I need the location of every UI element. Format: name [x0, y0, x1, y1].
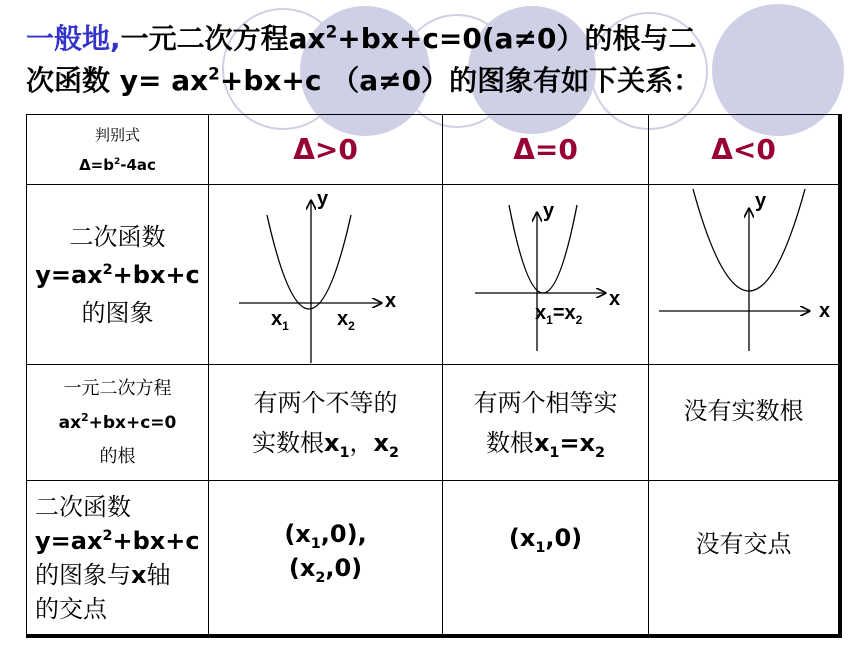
- subscript: 1: [549, 444, 560, 461]
- discriminant-formula: [79, 150, 156, 180]
- text-part: 的图象与: [35, 560, 131, 589]
- parabola-curve: [267, 215, 351, 309]
- text-part: 数根: [485, 428, 534, 457]
- intro-line-1: [26, 18, 846, 60]
- graph-two-roots-cell: [208, 184, 442, 364]
- graph-no-roots-cell: [648, 184, 838, 364]
- parabola-one-root-graph: [443, 185, 649, 365]
- text-part: ，: [349, 428, 374, 457]
- text-part: 轴: [146, 560, 171, 589]
- superscript: 2: [81, 410, 89, 424]
- intersections-row-label: [26, 480, 208, 634]
- superscript: 2: [208, 63, 220, 84]
- point-text: 没有交点: [695, 530, 792, 558]
- x-axis-label: x: [385, 290, 397, 312]
- root-label: $x_1=x_2$: [535, 302, 583, 327]
- x-axis-label: x: [819, 300, 831, 322]
- text-part: (x: [508, 524, 536, 552]
- roots-two-distinct-cell: [208, 364, 442, 480]
- header-discriminant-cell: [26, 114, 208, 184]
- point-text: [509, 521, 582, 555]
- roots-text-line: 有两个不等的: [253, 388, 398, 417]
- roots-text-line: [486, 423, 605, 463]
- intersections-one-point-cell: [442, 480, 648, 634]
- text-part: =x: [559, 428, 596, 457]
- row-label-line: [35, 256, 200, 294]
- row-label-line: [59, 406, 177, 440]
- graph-row-label: [26, 184, 208, 364]
- intersections-none-cell: [648, 480, 838, 634]
- formula-part: ax: [58, 412, 82, 433]
- row-label-line: 的根: [99, 445, 136, 467]
- text-part: (x: [288, 554, 316, 582]
- y-axis-label: y: [317, 188, 329, 210]
- row-label-line: 二次函数: [35, 492, 131, 521]
- formula-part: Δ=b: [79, 155, 114, 174]
- subscript: 1: [535, 539, 546, 556]
- roots-two-equal-cell: [442, 364, 648, 480]
- row-label-line: 的交点: [35, 594, 107, 623]
- intro-line-2: [26, 60, 846, 102]
- subscript: 2: [388, 444, 399, 461]
- row-label-line: 一元二次方程: [63, 377, 172, 399]
- text-part: ,0),: [320, 520, 367, 548]
- superscript: 2: [113, 156, 121, 167]
- header-delta-positive: Δ>0: [208, 114, 442, 184]
- text-part: x: [533, 428, 550, 457]
- intro-text-part: 次函数 y= ax: [26, 64, 209, 97]
- row-label-line: [35, 524, 200, 558]
- formula-part: +bx+c=0: [88, 412, 177, 433]
- roots-row-label: [26, 364, 208, 480]
- formula-part: +bx+c: [112, 260, 200, 289]
- roots-none-cell: [648, 364, 838, 480]
- graph-one-root-cell: [442, 184, 648, 364]
- x-axis-label: x: [609, 288, 621, 310]
- text-part: (x: [284, 520, 311, 548]
- superscript: 2: [325, 21, 338, 42]
- roots-text-line: 有两个相等实: [473, 388, 618, 417]
- relationship-table: [26, 114, 842, 638]
- text-part: x: [131, 560, 147, 589]
- row-label-line: [35, 558, 170, 592]
- parabola-two-roots-graph: [209, 185, 443, 365]
- intro-text-part: +bx+c （a≠0）的图象有如下关系：: [219, 64, 702, 97]
- text-part: ,0): [545, 524, 583, 552]
- root-x2-label: $x_2$: [337, 308, 355, 333]
- header-label: 判别式: [94, 125, 140, 144]
- point-text: [284, 517, 366, 551]
- y-axis-label: y: [543, 200, 555, 222]
- formula-part: -4ac: [120, 155, 156, 174]
- formula-part: y=ax: [35, 260, 103, 289]
- row-label-line: 二次函数: [69, 222, 166, 251]
- subscript: 2: [315, 569, 326, 586]
- intro-text-part: +bx+c=0(a≠0）的根与二: [337, 22, 697, 55]
- root-x1-label: $x_1$: [271, 308, 289, 333]
- parabola-no-roots-graph: [649, 185, 839, 365]
- point-text: [289, 551, 362, 585]
- text-part: ,0): [325, 554, 363, 582]
- formula-part: y=ax: [35, 526, 103, 555]
- intersections-two-points-cell: [208, 480, 442, 634]
- row-label-line: 的图象: [81, 298, 154, 327]
- subscript: 1: [310, 535, 321, 552]
- intro-text-part: 一元二次方程ax: [120, 22, 326, 55]
- text-part: 实数根: [252, 428, 324, 457]
- text-part: x: [373, 428, 389, 457]
- subscript: 2: [595, 444, 606, 461]
- header-delta-zero: Δ=0: [442, 114, 648, 184]
- y-axis-label: y: [755, 190, 767, 212]
- formula-part: +bx+c: [112, 526, 200, 555]
- text-part: x: [324, 428, 340, 457]
- intro-lead: 一般地,: [26, 22, 121, 55]
- header-delta-negative: Δ<0: [648, 114, 838, 184]
- subscript: 1: [339, 444, 350, 461]
- roots-text-line: 没有实数根: [683, 397, 804, 425]
- superscript: 2: [102, 527, 113, 544]
- intro-text: [26, 18, 846, 102]
- superscript: 2: [102, 261, 113, 278]
- roots-text-line: [252, 423, 399, 463]
